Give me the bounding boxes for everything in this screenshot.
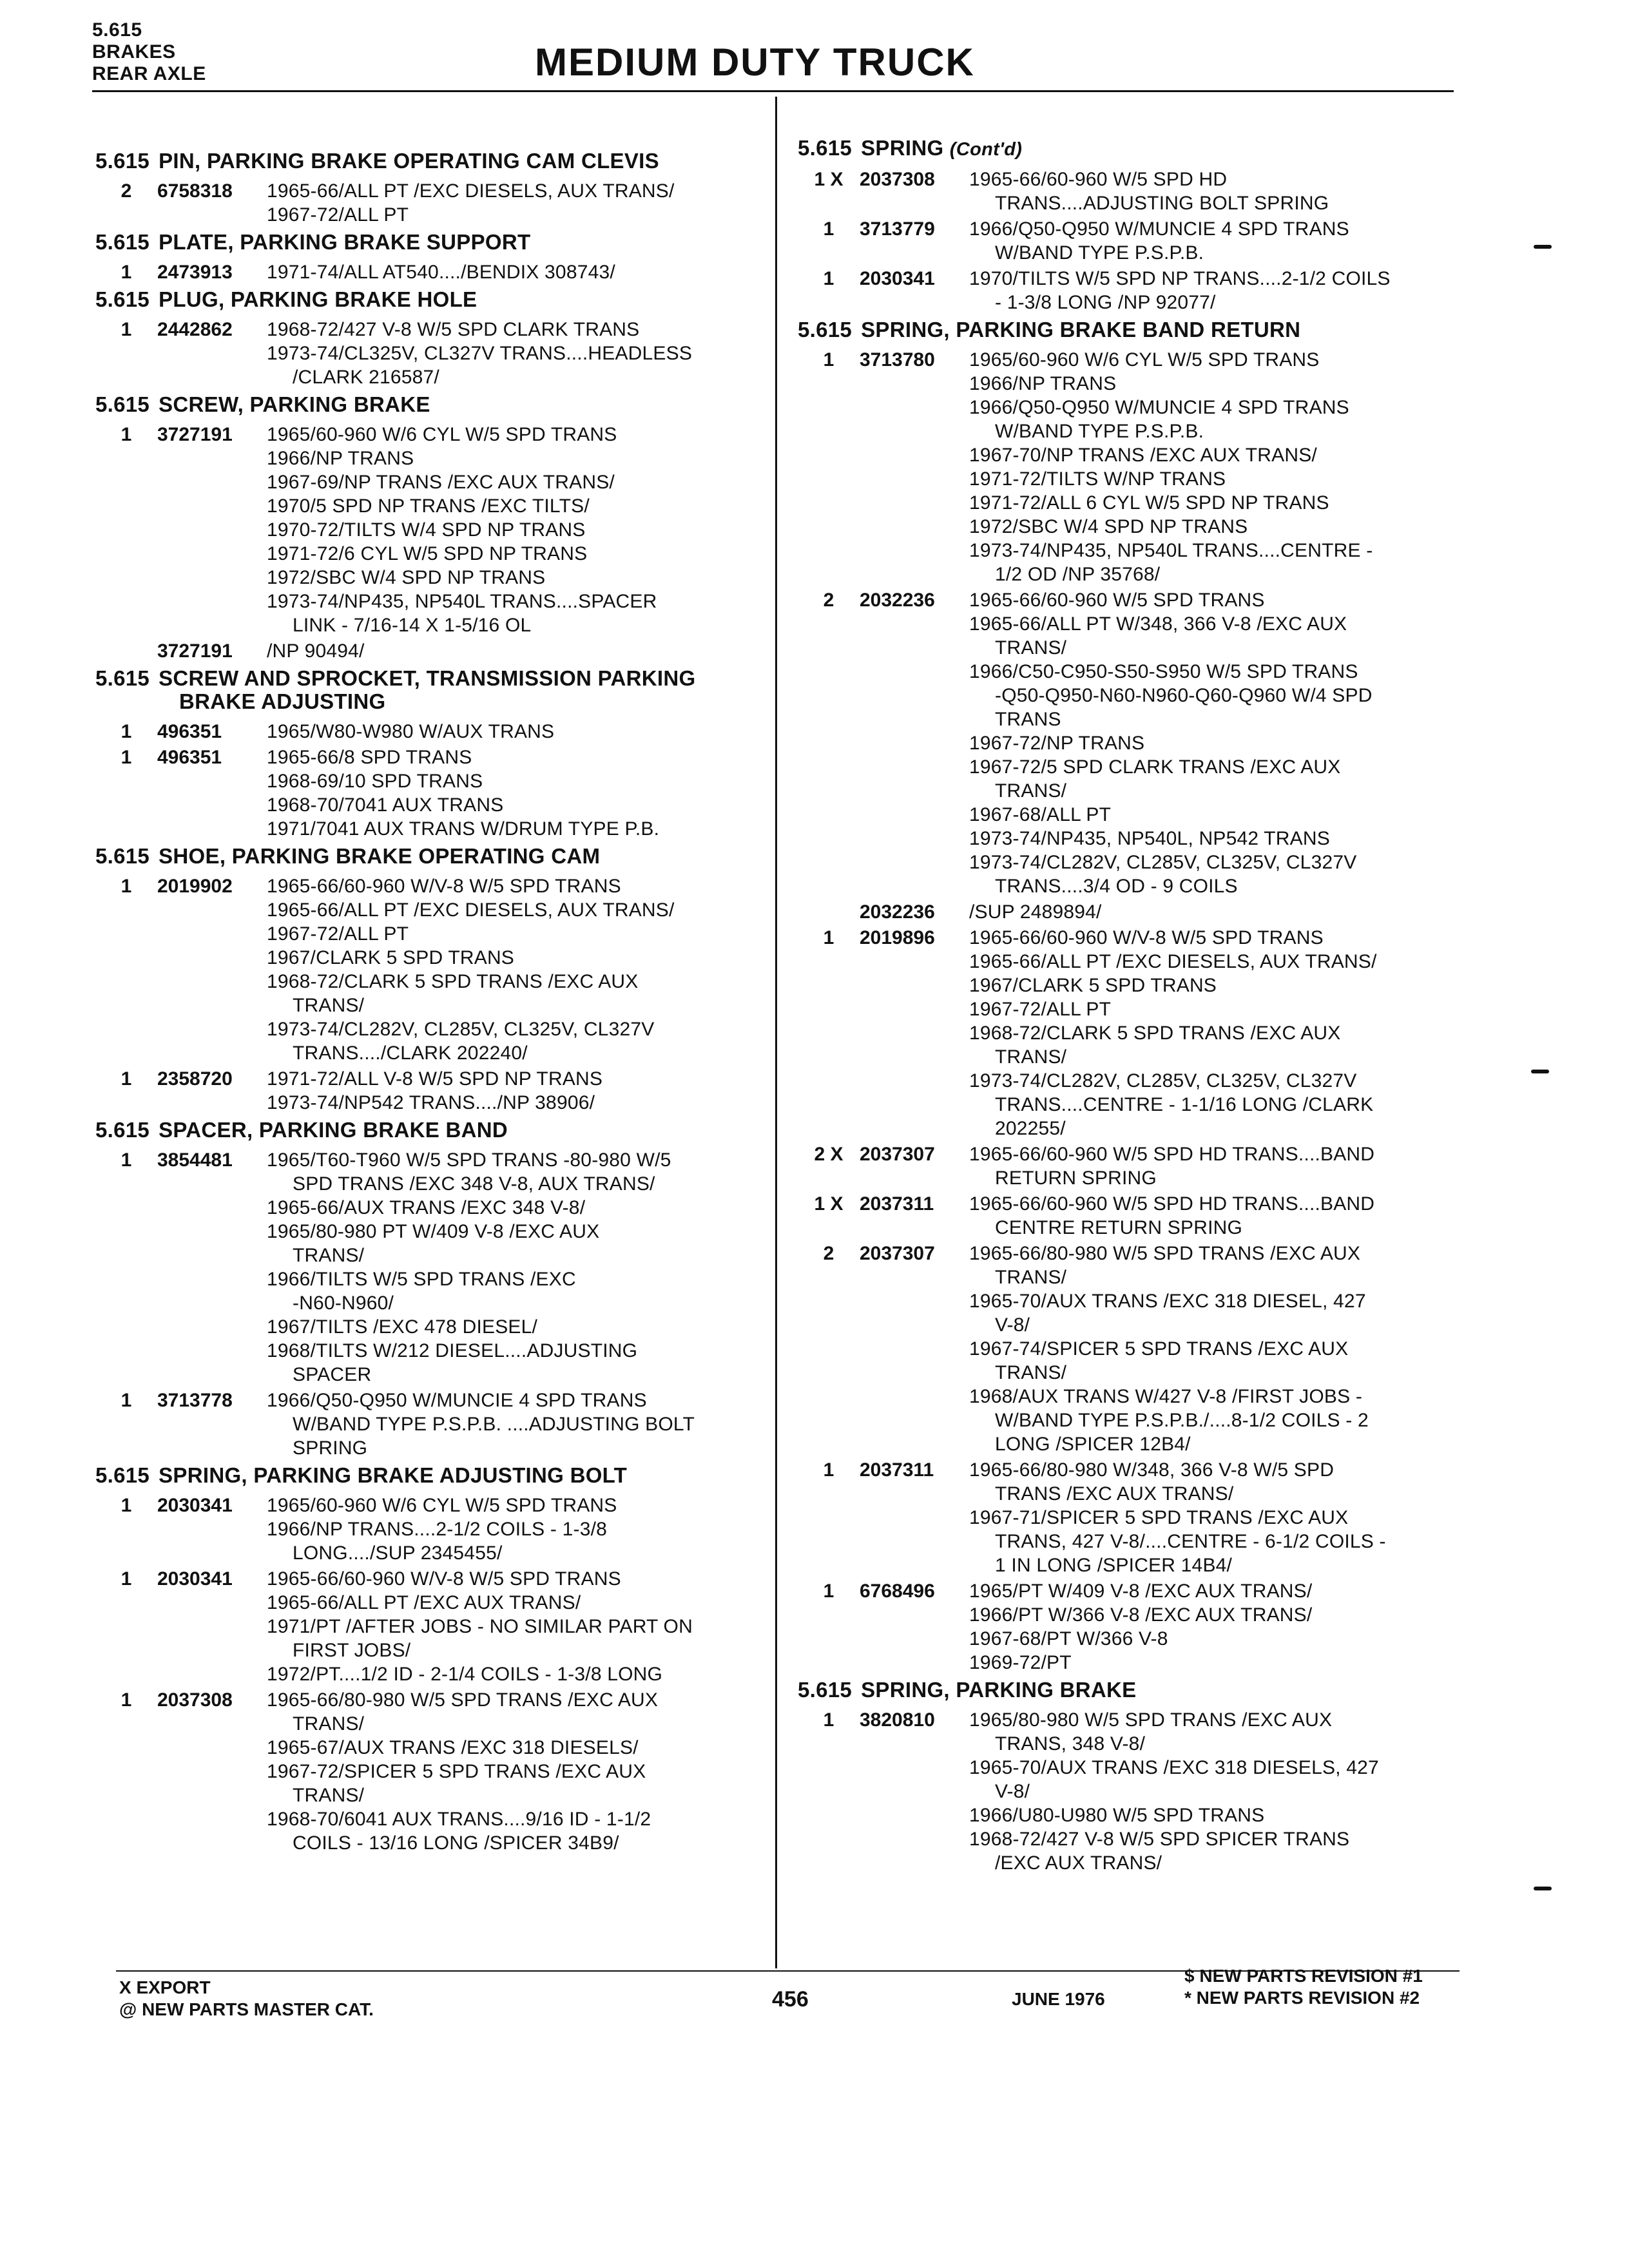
parts-section — [95, 288, 766, 389]
application-line: 1965/60-960 W/6 CYL W/5 SPD TRANS — [267, 1495, 617, 1516]
section-number: 5.615 — [95, 287, 150, 311]
parts-section — [95, 845, 766, 1115]
part-number: 496351 — [157, 721, 222, 742]
section-name: SPRING, PARKING BRAKE — [861, 1678, 1137, 1702]
footer-revisions — [1184, 1965, 1423, 2009]
application-line: 1966/PT W/366 V-8 /EXC AUX TRANS/ — [969, 1604, 1313, 1626]
part-quantity: 1 — [120, 319, 132, 340]
application-line: TRANS....ADJUSTING BOLT SPRING — [995, 193, 1329, 214]
part-entry — [95, 1567, 766, 1686]
application-line: W/BAND TYPE P.S.P.B. ....ADJUSTING BOLT — [293, 1414, 695, 1435]
application-line: SPACER — [293, 1364, 372, 1385]
section-number: 5.615 — [95, 844, 150, 868]
part-application — [969, 926, 1468, 1140]
application-line: TRANS/ — [293, 995, 365, 1016]
application-line: 1971-74/ALL AT540..../BENDIX 308743/ — [267, 262, 615, 283]
part-number: 2442862 — [157, 319, 233, 340]
application-line: 1969-72/PT — [969, 1652, 1072, 1673]
part-quantity: 1 — [823, 927, 834, 948]
part-quantity: 1 — [120, 747, 132, 768]
application-line: LINK - 7/16-14 X 1-5/16 OL — [293, 615, 532, 636]
application-line: 1968-72/427 V-8 W/5 SPD CLARK TRANS — [267, 319, 640, 340]
part-quantity: 1 — [120, 1689, 132, 1711]
section-name-continued: BRAKE ADJUSTING — [179, 689, 386, 713]
header-category: BRAKES — [92, 41, 176, 62]
part-entry — [798, 1142, 1468, 1190]
part-application — [969, 1579, 1468, 1675]
header-subcategory: REAR AXLE — [92, 63, 206, 84]
header-left-block — [92, 19, 206, 85]
application-line: TRANS....CENTRE - 1-1/16 LONG /CLARK — [995, 1094, 1374, 1115]
part-quantity: 2 — [823, 1243, 834, 1264]
part-entry — [95, 639, 766, 663]
page-title: MEDIUM DUTY TRUCK — [535, 41, 975, 84]
part-number: 2030341 — [860, 268, 935, 289]
application-line: 1973-74/NP435, NP540L, NP542 TRANS — [969, 828, 1330, 849]
parts-section — [798, 137, 1468, 314]
part-application — [969, 267, 1468, 314]
part-number: 496351 — [157, 747, 222, 768]
section-title — [798, 137, 1468, 161]
left-column — [95, 149, 766, 1859]
application-line: 1971/7041 AUX TRANS W/DRUM TYPE P.B. — [267, 818, 660, 840]
page-number: 456 — [772, 1987, 809, 2012]
application-line: 1971-72/TILTS W/NP TRANS — [969, 468, 1226, 490]
application-line: 1967-71/SPICER 5 SPD TRANS /EXC AUX — [969, 1507, 1349, 1528]
part-entry — [798, 267, 1468, 314]
application-line: 1971/PT /AFTER JOBS - NO SIMILAR PART ON — [267, 1616, 693, 1637]
section-name: SPRING, PARKING BRAKE ADJUSTING BOLT — [159, 1463, 628, 1487]
application-line: W/BAND TYPE P.S.P.B. — [995, 421, 1204, 442]
part-quantity: 1 — [120, 1068, 132, 1090]
application-line: 1965/T60-T960 W/5 SPD TRANS -80-980 W/5 — [267, 1149, 671, 1171]
part-entry — [95, 1389, 766, 1460]
part-quantity: 1 — [120, 876, 132, 897]
application-line: 1967/TILTS /EXC 478 DIESEL/ — [267, 1316, 538, 1338]
application-line: 1965-66/60-960 W/V-8 W/5 SPD TRANS — [969, 927, 1324, 948]
application-line: TRANS/ — [293, 1785, 365, 1806]
part-quantity: 1 — [823, 268, 834, 289]
section-title — [95, 231, 766, 254]
application-line: 1967-72/ALL PT — [267, 204, 409, 226]
section-title — [798, 318, 1468, 341]
application-line: SPD TRANS /EXC 348 V-8, AUX TRANS/ — [293, 1173, 655, 1195]
application-line: 1965-66/80-980 W/5 SPD TRANS /EXC AUX — [969, 1243, 1361, 1264]
header-divider — [92, 90, 1454, 92]
application-line: 1973-74/CL325V, CL327V TRANS....HEADLESS — [267, 343, 693, 364]
part-entry — [798, 217, 1468, 265]
section-title — [95, 288, 766, 311]
application-line: 1965-66/60-960 W/V-8 W/5 SPD TRANS — [267, 876, 621, 897]
application-line: 1965-66/60-960 W/5 SPD HD TRANS....BAND — [969, 1193, 1375, 1215]
application-line: 1968-70/6041 AUX TRANS....9/16 ID - 1-1/2 — [267, 1809, 651, 1830]
application-line: W/BAND TYPE P.S.P.B./....8-1/2 COILS - 2 — [995, 1410, 1369, 1431]
part-number: 2032236 — [860, 901, 935, 923]
part-entry — [798, 1708, 1468, 1875]
margin-mark — [1531, 1070, 1549, 1073]
part-number: 3713779 — [860, 218, 935, 240]
application-line: V-8/ — [995, 1781, 1030, 1802]
application-line: 1966/Q50-Q950 W/MUNCIE 4 SPD TRANS — [969, 218, 1349, 240]
parts-section — [95, 1119, 766, 1460]
part-quantity: 2 X — [814, 1144, 843, 1165]
part-application — [267, 720, 766, 744]
part-quantity: 1 X — [814, 1193, 843, 1215]
section-name: SHOE, PARKING BRAKE OPERATING CAM — [159, 844, 601, 868]
application-line: 1973-74/NP542 TRANS..../NP 38906/ — [267, 1092, 595, 1113]
part-application — [969, 900, 1468, 924]
continued-label: (Cont'd) — [949, 139, 1023, 160]
application-line: TRANS/ — [995, 1362, 1067, 1383]
application-line: 1966/U80-U980 W/5 SPD TRANS — [969, 1805, 1265, 1826]
application-line: LONG /SPICER 12B4/ — [995, 1434, 1191, 1455]
application-line: 1968-69/10 SPD TRANS — [267, 771, 483, 792]
application-line: /SUP 2489894/ — [969, 901, 1102, 923]
part-quantity: 1 — [120, 1390, 132, 1411]
part-application — [267, 1494, 766, 1565]
application-line: TRANS/ — [293, 1713, 365, 1735]
part-entry — [95, 260, 766, 284]
application-line: 1965/W80-W980 W/AUX TRANS — [267, 721, 555, 742]
part-quantity: 1 — [823, 1581, 834, 1602]
part-entry — [798, 168, 1468, 215]
section-name: SPRING, PARKING BRAKE BAND RETURN — [861, 318, 1301, 341]
application-line: 1966/NP TRANS — [969, 373, 1117, 394]
section-title — [95, 1119, 766, 1142]
application-line: 1968-72/427 V-8 W/5 SPD SPICER TRANS — [969, 1829, 1350, 1850]
section-title — [95, 149, 766, 173]
application-line: -N60-N960/ — [293, 1293, 394, 1314]
part-application — [267, 1567, 766, 1686]
application-line: TRANS/ — [995, 780, 1067, 802]
application-line: /NP 90494/ — [267, 640, 365, 662]
application-line: RETURN SPRING — [995, 1168, 1157, 1189]
parts-section — [95, 1464, 766, 1855]
application-line: COILS - 13/16 LONG /SPICER 34B9/ — [293, 1832, 619, 1854]
section-number: 5.615 — [798, 1678, 853, 1702]
parts-section — [95, 667, 766, 841]
application-line: V-8/ — [995, 1314, 1030, 1336]
part-entry — [798, 1458, 1468, 1577]
part-quantity: 1 — [823, 218, 834, 240]
application-line: 1966/NP TRANS....2-1/2 COILS - 1-3/8 — [267, 1519, 607, 1540]
part-entry — [798, 1242, 1468, 1456]
application-line: 1972/SBC W/4 SPD NP TRANS — [267, 567, 546, 588]
application-line: 1965-66/60-960 W/5 SPD HD — [969, 169, 1228, 190]
application-line: 1965-66/ALL PT /EXC AUX TRANS/ — [267, 1592, 581, 1613]
part-application — [969, 348, 1468, 586]
application-line: 1965-66/ALL PT /EXC DIESELS, AUX TRANS/ — [267, 899, 675, 921]
part-quantity: 1 — [120, 1149, 132, 1171]
part-number: 2019896 — [860, 927, 935, 948]
parts-section — [798, 1678, 1468, 1875]
application-line: 1965-66/ALL PT W/348, 366 V-8 /EXC AUX — [969, 613, 1347, 635]
part-application — [267, 1688, 766, 1855]
part-application — [969, 168, 1468, 215]
application-line: TRANS /EXC AUX TRANS/ — [995, 1483, 1234, 1504]
margin-mark — [1534, 245, 1552, 249]
part-number: 2473913 — [157, 262, 233, 283]
application-line: 1970/5 SPD NP TRANS /EXC TILTS/ — [267, 495, 590, 517]
application-line: 1965/PT W/409 V-8 /EXC AUX TRANS/ — [969, 1581, 1313, 1602]
application-line: 1968-72/CLARK 5 SPD TRANS /EXC AUX — [969, 1023, 1341, 1044]
application-line: LONG..../SUP 2345455/ — [293, 1542, 503, 1564]
part-application — [267, 1067, 766, 1115]
part-application — [969, 1458, 1468, 1577]
application-line: 1 IN LONG /SPICER 14B4/ — [995, 1555, 1233, 1576]
application-line: 1965-66/60-960 W/V-8 W/5 SPD TRANS — [267, 1568, 621, 1590]
section-number: 5.615 — [95, 230, 150, 254]
part-entry — [95, 745, 766, 841]
application-line: 1971-72/6 CYL W/5 SPD NP TRANS — [267, 543, 588, 564]
part-application — [267, 745, 766, 841]
application-line: SPRING — [293, 1437, 368, 1459]
part-entry — [95, 720, 766, 744]
application-line: 1970-72/TILTS W/4 SPD NP TRANS — [267, 519, 586, 541]
part-entry — [95, 1494, 766, 1565]
application-line: 1965-66/60-960 W/5 SPD HD TRANS....BAND — [969, 1144, 1375, 1165]
footer-legend — [119, 1977, 374, 2021]
application-line: 1972/SBC W/4 SPD NP TRANS — [969, 516, 1248, 537]
application-line: -Q50-Q950-N60-N960-Q60-Q960 W/4 SPD — [995, 685, 1373, 706]
parts-section — [95, 231, 766, 284]
application-line: 1973-74/NP435, NP540L TRANS....SPACER — [267, 591, 657, 612]
section-number: 5.615 — [95, 1463, 150, 1487]
section-name: PLATE, PARKING BRAKE SUPPORT — [159, 230, 531, 254]
application-line: 1967/CLARK 5 SPD TRANS — [267, 947, 515, 968]
application-line: 1971-72/ALL V-8 W/5 SPD NP TRANS — [267, 1068, 603, 1090]
part-application — [267, 1148, 766, 1387]
application-line: 1965-67/AUX TRANS /EXC 318 DIESELS/ — [267, 1737, 639, 1758]
part-number: 2019902 — [157, 876, 233, 897]
application-line: 1965-70/AUX TRANS /EXC 318 DIESELS, 427 — [969, 1757, 1379, 1778]
part-application — [267, 260, 766, 284]
application-line: FIRST JOBS/ — [293, 1640, 411, 1661]
application-line: /EXC AUX TRANS/ — [995, 1852, 1162, 1874]
part-number: 2037308 — [157, 1689, 233, 1711]
application-line: 1965/80-980 PT W/409 V-8 /EXC AUX — [267, 1221, 600, 1242]
column-divider — [775, 97, 777, 1968]
application-line: 1965-66/60-960 W/5 SPD TRANS — [969, 590, 1265, 611]
section-number: 5.615 — [95, 392, 150, 416]
part-quantity: 1 — [823, 349, 834, 370]
part-application — [969, 1708, 1468, 1875]
part-number: 3713778 — [157, 1390, 233, 1411]
part-number: 3727191 — [157, 424, 233, 445]
part-entry — [95, 179, 766, 227]
application-line: 1966/C50-C950-S50-S950 W/5 SPD TRANS — [969, 661, 1358, 682]
part-quantity: 1 — [823, 1709, 834, 1731]
application-line: 1973-74/CL282V, CL285V, CL325V, CL327V — [267, 1019, 655, 1040]
application-line: 1965/60-960 W/6 CYL W/5 SPD TRANS — [267, 424, 617, 445]
part-number: 6758318 — [157, 180, 233, 202]
section-name: SCREW, PARKING BRAKE — [159, 392, 430, 416]
part-application — [267, 318, 766, 389]
application-line: 1967-72/SPICER 5 SPD TRANS /EXC AUX — [267, 1761, 646, 1782]
part-entry — [798, 588, 1468, 898]
section-name: PLUG, PARKING BRAKE HOLE — [159, 287, 477, 311]
application-line: 1973-74/CL282V, CL285V, CL325V, CL327V — [969, 1070, 1357, 1091]
part-number: 2037308 — [860, 169, 935, 190]
application-line: TRANS/ — [995, 1267, 1067, 1288]
part-quantity: 1 — [120, 424, 132, 445]
application-line: 1967-72/NP TRANS — [969, 733, 1145, 754]
section-title — [95, 845, 766, 868]
section-name: SPRING — [861, 136, 944, 160]
revision-2-legend: * NEW PARTS REVISION #2 — [1184, 1988, 1420, 2008]
application-line: 1965/80-980 W/5 SPD TRANS /EXC AUX — [969, 1709, 1333, 1731]
application-line: 1972/PT....1/2 ID - 2-1/4 COILS - 1-3/8 LONG — [267, 1664, 663, 1685]
part-entry — [798, 926, 1468, 1140]
part-application — [969, 588, 1468, 898]
revision-1-legend: $ NEW PARTS REVISION #1 — [1184, 1966, 1423, 1986]
application-line: TRANS — [995, 709, 1061, 730]
application-line: 1967-72/ALL PT — [267, 923, 409, 945]
part-application — [267, 639, 766, 663]
part-number: 2358720 — [157, 1068, 233, 1090]
section-name: SPACER, PARKING BRAKE BAND — [159, 1118, 508, 1142]
application-line: 1968-72/CLARK 5 SPD TRANS /EXC AUX — [267, 971, 639, 992]
part-entry — [798, 1579, 1468, 1675]
section-number: 5.615 — [95, 666, 150, 690]
part-entry — [95, 874, 766, 1065]
part-number: 3854481 — [157, 1149, 233, 1171]
application-line: TRANS, 348 V-8/ — [995, 1733, 1146, 1754]
application-line: /CLARK 216587/ — [293, 367, 439, 388]
part-application — [267, 179, 766, 227]
application-line: 1965-66/80-980 W/5 SPD TRANS /EXC AUX — [267, 1689, 659, 1711]
application-line: 1965-70/AUX TRANS /EXC 318 DIESEL, 427 — [969, 1291, 1366, 1312]
part-application — [969, 1142, 1468, 1190]
application-line: 1965-66/ALL PT /EXC DIESELS, AUX TRANS/ — [267, 180, 675, 202]
section-name: SCREW AND SPROCKET, TRANSMISSION PARKING — [159, 666, 696, 690]
application-line: 1965-66/ALL PT /EXC DIESELS, AUX TRANS/ — [969, 951, 1377, 972]
part-entry — [95, 1067, 766, 1115]
application-line: 202255/ — [995, 1118, 1066, 1139]
part-application — [267, 1389, 766, 1460]
application-line: 1967-68/ALL PT — [969, 804, 1112, 825]
part-quantity: 1 — [120, 262, 132, 283]
parts-section — [798, 318, 1468, 1675]
section-number: 5.615 — [798, 136, 853, 160]
application-line: CENTRE RETURN SPRING — [995, 1217, 1243, 1238]
right-column — [798, 137, 1468, 1879]
part-number: 3727191 — [157, 640, 233, 662]
header-section-number: 5.615 — [92, 19, 142, 41]
application-line: 1965-66/AUX TRANS /EXC 348 V-8/ — [267, 1197, 586, 1218]
section-title — [798, 1678, 1468, 1702]
application-line: 1967-68/PT W/366 V-8 — [969, 1628, 1168, 1649]
application-line: 1966/Q50-Q950 W/MUNCIE 4 SPD TRANS — [267, 1390, 647, 1411]
part-number: 3820810 — [860, 1709, 935, 1731]
part-quantity: 1 — [120, 721, 132, 742]
application-line: 1965/60-960 W/6 CYL W/5 SPD TRANS — [969, 349, 1320, 370]
part-application — [267, 874, 766, 1065]
part-number: 2030341 — [157, 1495, 233, 1516]
part-quantity: 2 — [120, 180, 132, 202]
part-quantity: 1 — [120, 1495, 132, 1516]
section-title — [95, 1464, 766, 1487]
section-name: PIN, PARKING BRAKE OPERATING CAM CLEVIS — [159, 149, 659, 173]
application-line: - 1-3/8 LONG /NP 92077/ — [995, 292, 1216, 313]
margin-mark — [1534, 1887, 1552, 1890]
part-number: 2037311 — [860, 1459, 934, 1481]
section-title — [95, 667, 766, 713]
legend-master-catalog: @ NEW PARTS MASTER CAT. — [119, 1999, 374, 2019]
section-title — [95, 393, 766, 416]
application-line: 1970/TILTS W/5 SPD NP TRANS....2-1/2 COILS — [969, 268, 1391, 289]
section-number: 5.615 — [95, 149, 150, 173]
application-line: 1966/NP TRANS — [267, 448, 414, 469]
part-entry — [95, 1148, 766, 1387]
part-application — [969, 217, 1468, 265]
application-line: 1973-74/NP435, NP540L TRANS....CENTRE - — [969, 540, 1373, 561]
application-line: TRANS..../CLARK 202240/ — [293, 1043, 528, 1064]
part-entry — [95, 423, 766, 637]
application-line: 1965-66/80-980 W/348, 366 V-8 W/5 SPD — [969, 1459, 1335, 1481]
application-line: 1971-72/ALL 6 CYL W/5 SPD NP TRANS — [969, 492, 1329, 514]
application-line: 1968-70/7041 AUX TRANS — [267, 794, 504, 816]
part-entry — [798, 1192, 1468, 1240]
part-number: 3713780 — [860, 349, 935, 370]
part-entry — [95, 1688, 766, 1855]
application-line: TRANS/ — [293, 1245, 365, 1266]
application-line: TRANS, 427 V-8/....CENTRE - 6-1/2 COILS - — [995, 1531, 1386, 1552]
part-quantity: 1 X — [814, 169, 843, 190]
application-line: 1966/TILTS W/5 SPD TRANS /EXC — [267, 1269, 576, 1290]
part-number: 6768496 — [860, 1581, 935, 1602]
part-entry — [798, 348, 1468, 586]
application-line: 1968/TILTS W/212 DIESEL....ADJUSTING — [267, 1340, 638, 1361]
part-number: 2037307 — [860, 1144, 935, 1165]
application-line: W/BAND TYPE P.S.P.B. — [995, 242, 1204, 264]
part-number: 2037307 — [860, 1243, 935, 1264]
legend-export: X EXPORT — [119, 1977, 211, 1997]
application-line: TRANS/ — [995, 637, 1067, 658]
part-number: 2037311 — [860, 1193, 934, 1215]
application-line: 1965-66/8 SPD TRANS — [267, 747, 472, 768]
publication-date: JUNE 1976 — [1012, 1989, 1105, 2009]
part-application — [969, 1192, 1468, 1240]
part-entry — [798, 900, 1468, 924]
part-number: 2030341 — [157, 1568, 233, 1590]
application-line: 1973-74/CL282V, CL285V, CL325V, CL327V — [969, 852, 1357, 873]
part-number: 2032236 — [860, 590, 935, 611]
application-line: 1968/AUX TRANS W/427 V-8 /FIRST JOBS - — [969, 1386, 1363, 1407]
application-line: TRANS/ — [995, 1046, 1067, 1068]
application-line: 1966/Q50-Q950 W/MUNCIE 4 SPD TRANS — [969, 397, 1349, 418]
application-line: 1967-72/5 SPD CLARK TRANS /EXC AUX — [969, 756, 1341, 778]
part-quantity: 2 — [823, 590, 834, 611]
part-quantity: 1 — [823, 1459, 834, 1481]
part-application — [267, 423, 766, 637]
parts-section — [95, 149, 766, 227]
application-line: 1967/CLARK 5 SPD TRANS — [969, 975, 1217, 996]
part-quantity: 1 — [120, 1568, 132, 1590]
application-line: 1967-72/ALL PT — [969, 999, 1112, 1020]
application-line: TRANS....3/4 OD - 9 COILS — [995, 876, 1238, 897]
application-line: 1967-74/SPICER 5 SPD TRANS /EXC AUX — [969, 1338, 1349, 1360]
application-line: 1967-69/NP TRANS /EXC AUX TRANS/ — [267, 472, 615, 493]
section-number: 5.615 — [798, 318, 853, 341]
part-entry — [95, 318, 766, 389]
application-line: 1/2 OD /NP 35768/ — [995, 564, 1161, 585]
application-line: 1967-70/NP TRANS /EXC AUX TRANS/ — [969, 445, 1317, 466]
section-number: 5.615 — [95, 1118, 150, 1142]
parts-section — [95, 393, 766, 663]
part-application — [969, 1242, 1468, 1456]
